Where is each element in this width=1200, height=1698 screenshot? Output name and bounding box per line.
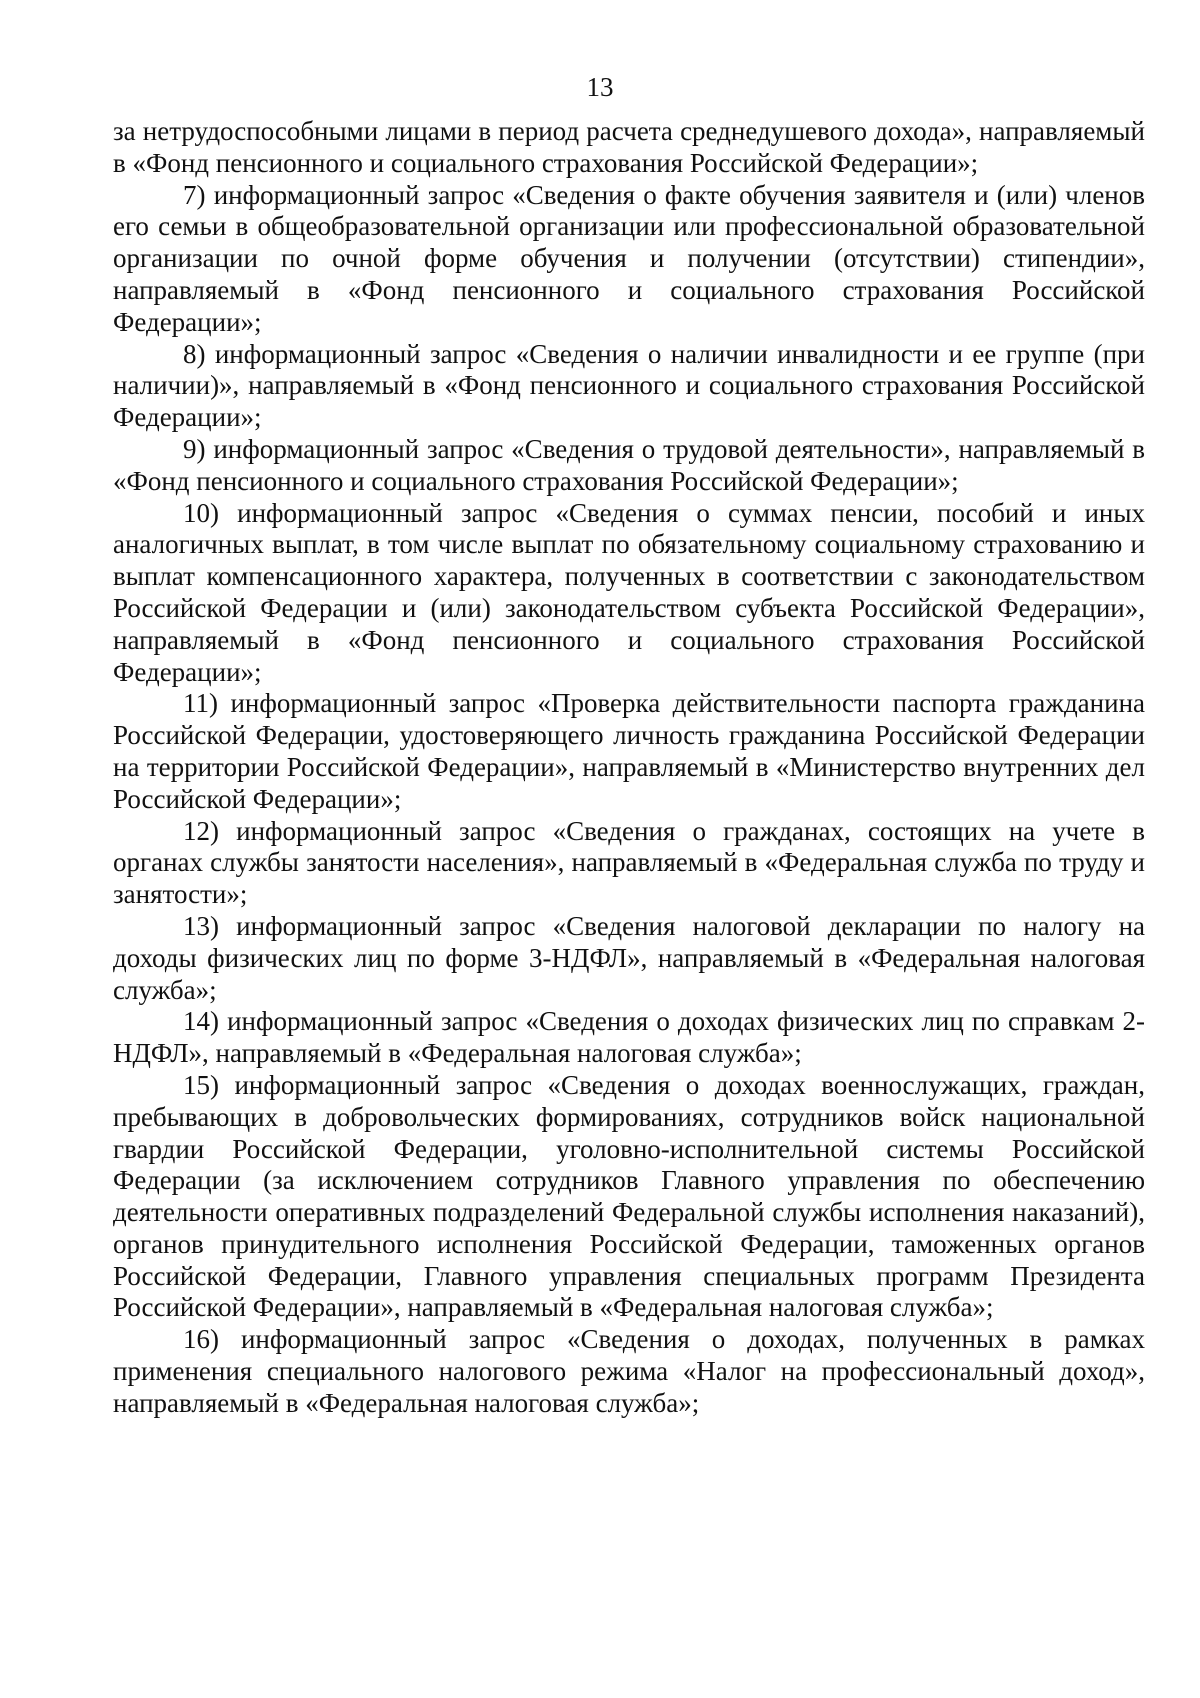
list-item-12 (113, 816, 1145, 911)
list-item-number: 13) (183, 910, 219, 941)
page-number: 13 (586, 72, 614, 102)
list-item-number: 11) (183, 688, 218, 719)
list-item-15 (113, 1070, 1145, 1324)
list-item-number: 12) (183, 815, 219, 846)
list-item-number: 10) (183, 497, 219, 528)
document-body (113, 116, 1145, 1420)
list-item-number: 16) (183, 1324, 219, 1355)
list-item-13 (113, 911, 1145, 1006)
list-item-text: информационный запрос «Сведения о доходах физических лиц по справкам 2-НДФЛ», направляемый в «Федеральная налоговая служба»; (113, 1006, 1145, 1069)
list-item-8 (113, 339, 1145, 434)
list-item-10 (113, 498, 1145, 689)
list-item-number: 9) (183, 433, 206, 464)
list-item-number: 8) (183, 338, 206, 369)
list-item-text: информационный запрос «Проверка действительности паспорта гражданина Российской Федерации, удостоверяющего личность гражданина Российской Федерации на территории Российской Федерации», направляемый в «Министерство внутренних дел Российской Федерации»; (113, 688, 1145, 814)
list-item-9 (113, 434, 1145, 498)
list-item-text: информационный запрос «Сведения о суммах пенсии, пособий и иных аналогичных выплат, в том числе выплат по обязательному социальному страхованию и выплат компенсационного характера, полученных в соответствии с законодательством Российской Федерации и (или) законодательством субъекта Российской Федерации», направляемый в «Фонд пенсионного и социального страхования Российской Федерации»; (113, 497, 1145, 687)
list-item-11 (113, 688, 1145, 815)
list-item-number: 15) (183, 1069, 219, 1100)
list-item-text: информационный запрос «Сведения о доходах военнослужащих, граждан, пребывающих в добровольческих формированиях, сотрудников войск национальной гвардии Российской Федерации, уголовно-исполнительной системы Российской Федерации (за исключением сотрудников Главного управления по обеспечению деятельности оперативных подразделений Федеральной службы исполнения наказаний), органов принудительного исполнения Российской Федерации, таможенных органов Российской Федерации, Главного управления специальных программ Президента Российской Федерации», направляемый в «Федеральная налоговая служба»; (113, 1069, 1145, 1323)
list-item-text: информационный запрос «Сведения о наличии инвалидности и ее группе (при наличии)», направляемый в «Фонд пенсионного и социального страхования Российской Федерации»; (113, 338, 1145, 433)
list-item-number: 7) (183, 179, 206, 210)
paragraph-continuation (113, 116, 1145, 180)
paragraph-text: за нетрудоспособными лицами в период расчета среднедушевого дохода», направляемый в «Фонд пенсионного и социального страхования Российской Федерации»; (113, 116, 1145, 178)
list-item-text: информационный запрос «Сведения о гражданах, состоящих на учете в органах службы занятости населения», направляемый в «Федеральная служба по труду и занятости»; (113, 815, 1146, 910)
list-item-16 (113, 1324, 1145, 1419)
list-item-14 (113, 1006, 1145, 1070)
list-item-text: информационный запрос «Сведения о доходах, полученных в рамках применения специального налогового режима «Налог на профессиональный доход», направляемый в «Федеральная налоговая служба»; (113, 1324, 1145, 1418)
list-item-text: информационный запрос «Сведения о трудовой деятельности», направляемый в «Фонд пенсионного и социального страхования Российской Федерации»; (113, 433, 1145, 496)
list-item-7 (113, 180, 1145, 339)
list-item-number: 14) (183, 1006, 219, 1037)
list-item-text: информационный запрос «Сведения о факте обучения заявителя и (или) членов его семьи в общеобразовательной организации или профессиональной образовательной организации по очной форме обучения и получении (отсутствии) стипендии», направляемый в «Фонд пенсионного и социального страхования Российской Федерации»; (113, 179, 1146, 337)
list-item-text: информационный запрос «Сведения налоговой декларации по налогу на доходы физических лиц по форме 3-НДФЛ», направляемый в «Федеральная налоговая служба»; (113, 910, 1146, 1005)
